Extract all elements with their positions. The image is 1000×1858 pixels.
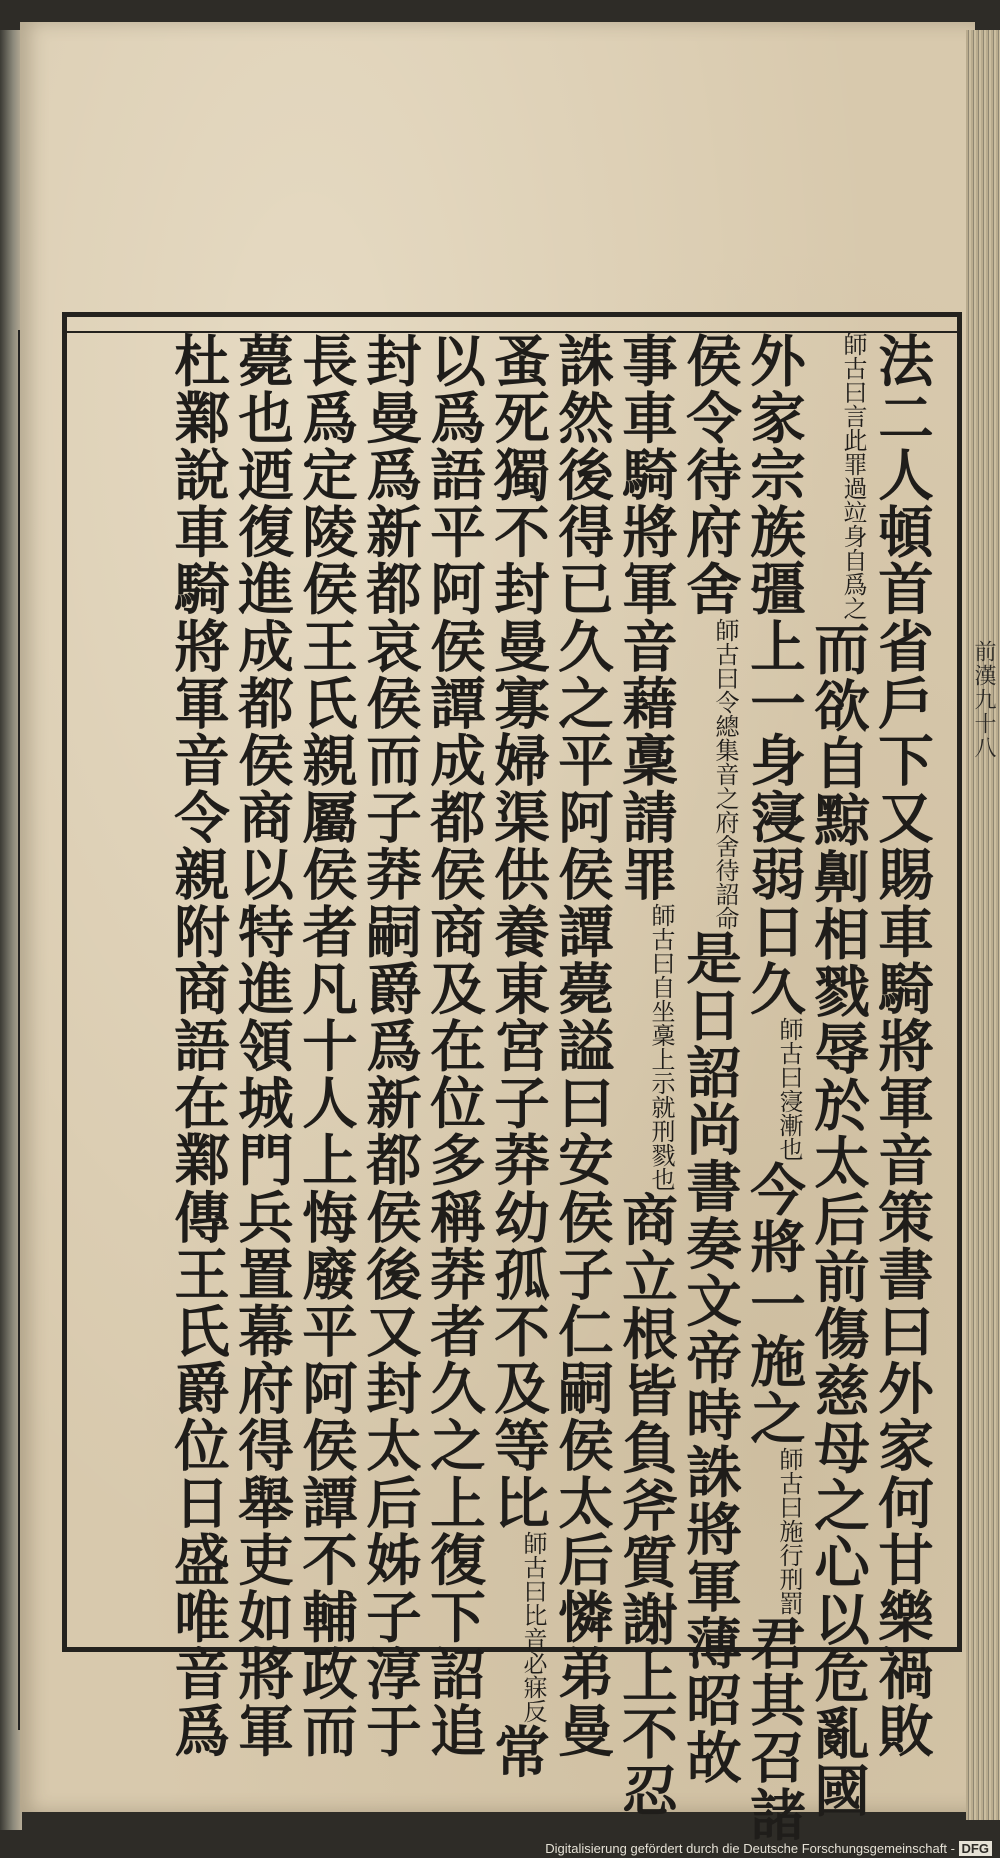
main-text-segment: 商立根皆負斧質謝上不忍 xyxy=(612,1191,677,1820)
text-column xyxy=(548,332,613,1760)
text-column xyxy=(292,332,357,1760)
text-column xyxy=(676,332,741,1786)
main-text-segment: 杜鄴說車騎將軍音令親附商語在鄴傳王氏爵位日盛唯音爲 xyxy=(164,332,229,1760)
digitization-credit xyxy=(545,1841,992,1856)
main-text-segment: 封曼爲新都哀侯而子莽嗣爵爲新都侯後又封太后姊子淳于 xyxy=(356,332,421,1760)
commentary-note: 師古曰令總集音之府舍待詔命 xyxy=(711,617,739,930)
main-text-segment: 君其召諸 xyxy=(740,1614,805,1844)
main-text-segment: 事車騎將軍音藉稾請罪 xyxy=(612,332,677,903)
text-column xyxy=(420,332,485,1760)
text-column xyxy=(740,332,805,1844)
commentary-note: 師古曰自坐稾上示就刑戮也 xyxy=(647,903,675,1191)
left-page-edge xyxy=(0,330,20,1730)
main-text-segment: 外家宗族彊上一身寖弱日久 xyxy=(740,332,805,1018)
main-text-segment: 誅然後得已久之平阿侯譚薨謚曰安侯子仁嗣侯太后憐弟曼 xyxy=(548,332,613,1760)
text-column xyxy=(164,332,229,1760)
text-column xyxy=(612,332,677,1820)
commentary-note: 師古曰施行刑罰 xyxy=(775,1446,803,1615)
main-text-segment: 蚤死獨不封曼寡婦渠供養東宮子莽幼孤不及等比 xyxy=(484,332,549,1532)
main-text-segment: 法二人頓首省戶下又賜車騎將軍音策書曰外家何甘樂禍敗 xyxy=(868,332,933,1760)
commentary-note: 師古曰比音必寐反 xyxy=(519,1531,547,1724)
main-text-segment: 以爲語平阿侯譚成都侯商及在位多稱莽者久之上復下詔追 xyxy=(420,332,485,1760)
banxin-label: 前漢九十八 xyxy=(971,640,996,760)
text-column xyxy=(804,332,869,1820)
text-column xyxy=(356,332,421,1760)
main-text-segment: 侯令待府舍 xyxy=(676,332,741,618)
commentary-note: 師古曰寖漸也 xyxy=(775,1017,803,1162)
main-text-segment: 常 xyxy=(484,1723,549,1781)
text-column xyxy=(868,332,933,1760)
text-column xyxy=(484,332,549,1781)
main-text-segment: 今將一施之 xyxy=(740,1161,805,1447)
main-text-segment: 長爲定陵侯王氏親屬侯者凡十人上悔廢平阿侯譚不輔政而 xyxy=(292,332,357,1760)
dfg-logo: DFG xyxy=(959,1841,992,1856)
main-text-segment: 是日詔尚書奏文帝時誅將軍薄昭故 xyxy=(676,929,741,1786)
page-edges xyxy=(966,30,1000,1820)
main-text xyxy=(164,332,933,1844)
main-text-segment: 薨也迺復進成都侯商以特進領城門兵置幕府得舉吏如將軍 xyxy=(228,332,293,1760)
credit-text: Digitalisierung gefördert durch die Deutsche Forschungsgemeinschaft - xyxy=(545,1841,955,1856)
commentary-note: 師古曰言此罪過竝身自爲之 xyxy=(839,332,867,620)
text-column xyxy=(228,332,293,1760)
main-text-segment: 而欲自黥劓相戮辱於太后前傷慈母之心以危亂國 xyxy=(804,620,869,1820)
